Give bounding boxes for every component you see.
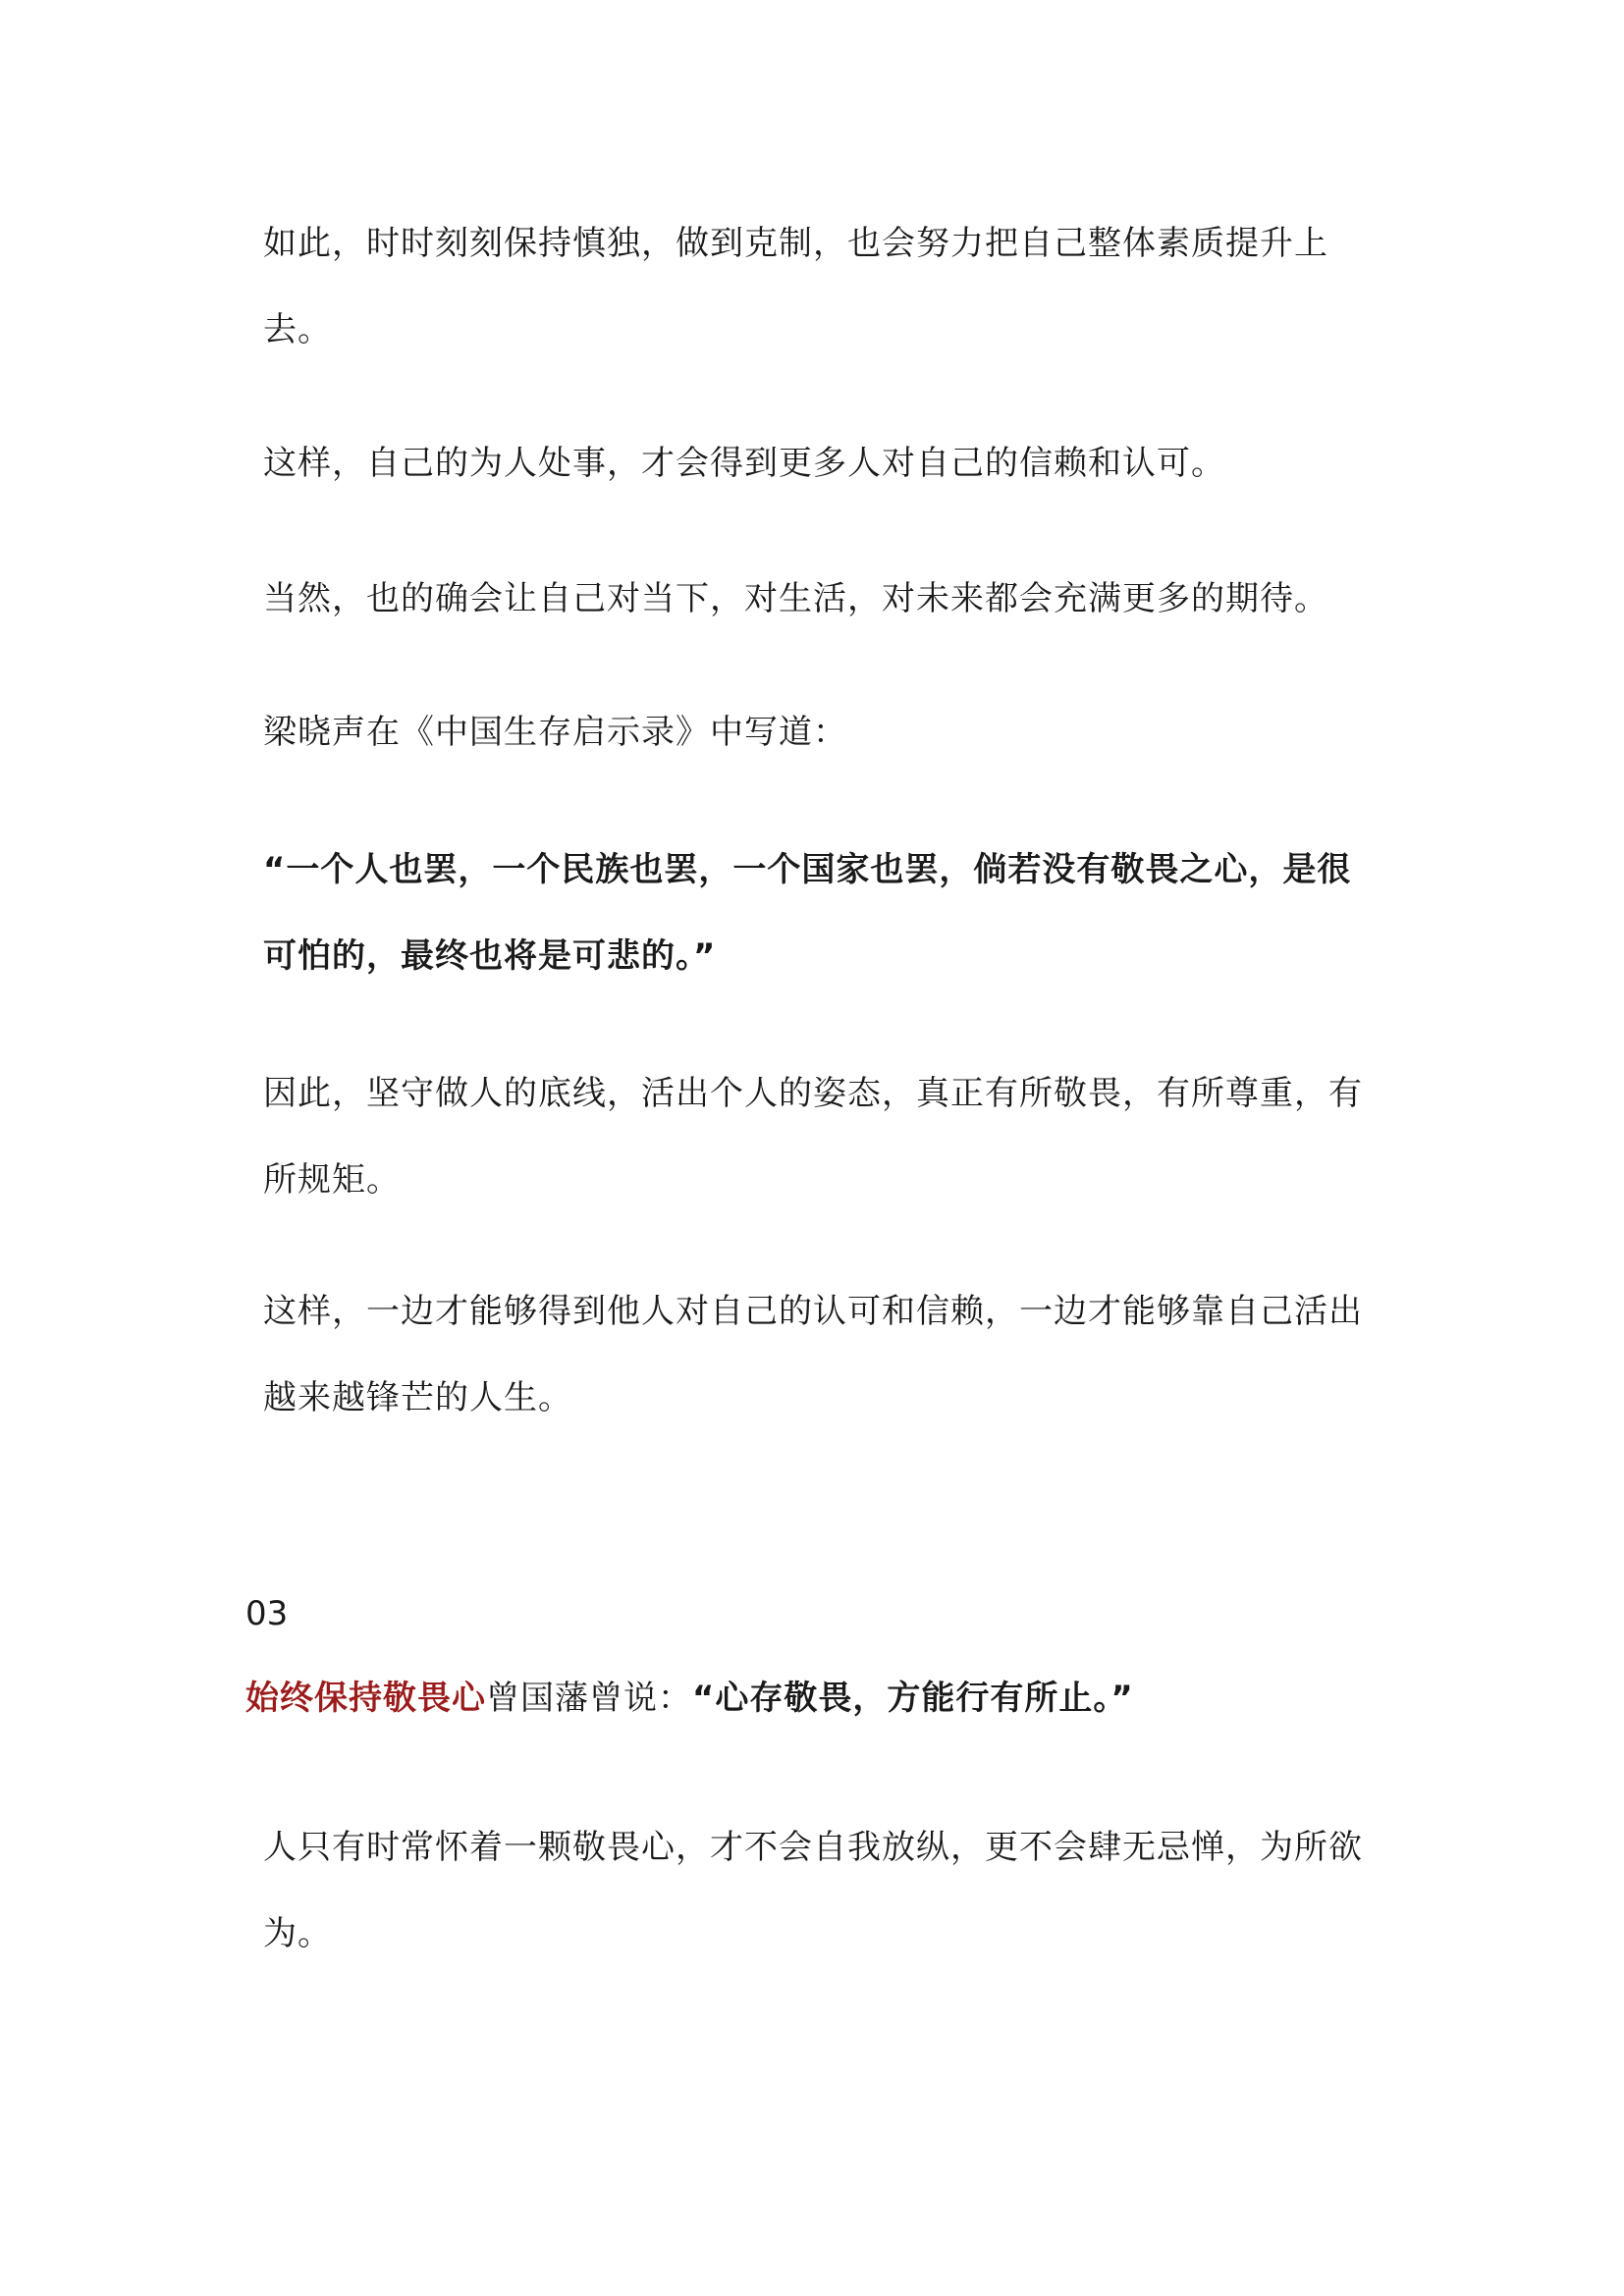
section-heading-line [245, 1669, 1375, 1728]
section-heading: 始终保持敬畏心 [245, 1679, 486, 1718]
paragraph-reverence: 人只有时常怀着一颗敬畏心，才不会自我放纵，更不会肆无忌惮，为所欲为。 [263, 1828, 1363, 1953]
paragraph-bold-quote: “一个人也罢，一个民族也罢，一个国家也罢，倘若没有敬畏之心，是很可怕的，最终也将是可悲的。” [263, 850, 1352, 976]
section-number: 03 [245, 1594, 289, 1633]
paragraph-trust: 这样，自己的为人处事，才会得到更多人对自己的信赖和认可。 [263, 444, 1225, 483]
section-quote: “心存敬畏，方能行有所止。” [692, 1679, 1134, 1718]
paragraph-expectation: 当然，也的确会让自己对当下，对生活，对未来都会充满更多的期待。 [263, 579, 1328, 618]
paragraph-self-discipline: 如此，时时刻刻保持慎独，做到克制，也会努力把自己整体素质提升上去。 [263, 224, 1328, 349]
paragraph-recognition: 这样，一边才能够得到他人对自己的认可和信赖，一边才能够靠自己活出越来越锋芒的人生。 [263, 1292, 1363, 1417]
paragraph-quote-intro: 梁晓声在《中国生存启示录》中写道： [263, 713, 847, 752]
section-lead: 曾国藩曾说： [486, 1679, 692, 1718]
paragraph-bottom-line: 因此，坚守做人的底线，活出个人的姿态，真正有所敬畏，有所尊重，有所规矩。 [263, 1074, 1363, 1200]
